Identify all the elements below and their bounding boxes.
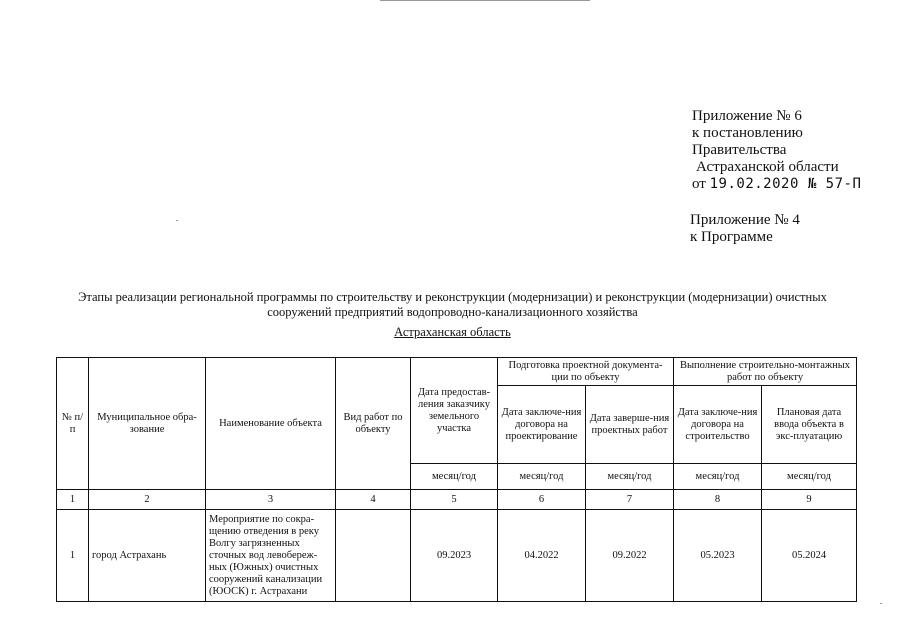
row-municipality: город Астрахань: [89, 510, 206, 602]
unit-cell: месяц/год: [411, 464, 498, 490]
header-object-name: Наименование объекта: [206, 358, 336, 490]
column-number: 6: [498, 490, 586, 510]
annex-6-block: [692, 108, 861, 193]
annex-6-date-stamp: 19.02.2020 № 57-П: [709, 176, 862, 192]
header-construction-group: Выполнение строительно-монтажных работ по объекту: [674, 358, 857, 386]
row-number: 1: [57, 510, 89, 602]
column-number: 1: [57, 490, 89, 510]
header-work-type: Вид работ по объекту: [336, 358, 411, 490]
header-number: № п/п: [57, 358, 89, 490]
column-number: 9: [762, 490, 857, 510]
annex-6-line-2: к постановлению: [692, 125, 803, 141]
annex-4-line-2: к Программе: [690, 229, 773, 245]
column-number: 7: [586, 490, 674, 510]
annex-6-line-3: Правительства: [692, 142, 787, 158]
annex-4-block: [690, 212, 800, 246]
row-land-date: 09.2023: [411, 510, 498, 602]
document-title-line-1: Этапы реализации региональной программы по строительству и реконструкции (модернизации) и реконструкции (модернизации) очистных: [78, 290, 827, 304]
column-number: 5: [411, 490, 498, 510]
row-work-type: [336, 510, 411, 602]
unit-cell: месяц/год: [498, 464, 586, 490]
scan-speck: [880, 603, 882, 604]
stages-table: [56, 357, 857, 602]
unit-cell: месяц/год: [586, 464, 674, 490]
document-title-line-2: сооружений предприятий водопроводно-канализационного хозяйства: [267, 305, 638, 319]
row-object-name: Мероприятие по сокра-щению отведения в реку Волгу загрязненных сточных вод левобереж-ных (Южных) очистных сооружений канализации (ЮОСК) г. Астрахани: [206, 510, 336, 602]
header-municipality: Муниципальное обра-зование: [89, 358, 206, 490]
column-number: 3: [206, 490, 336, 510]
header-design-contract-date: Дата заключе-ния договора на проектирование: [498, 386, 586, 464]
table-row: [57, 510, 857, 602]
header-design-completion-date: Дата заверше-ния проектных работ: [586, 386, 674, 464]
annex-6-title: Приложение № 6: [692, 108, 802, 124]
annex-6-date-line: [692, 176, 861, 193]
column-number: 8: [674, 490, 762, 510]
region-name: Астраханская область: [394, 325, 511, 339]
row-design-completion-date: 09.2022: [586, 510, 674, 602]
annex-6-date-prefix: от: [692, 176, 710, 192]
column-number: 2: [89, 490, 206, 510]
unit-cell: месяц/год: [762, 464, 857, 490]
annex-4-title: Приложение № 4: [690, 212, 800, 228]
header-construction-contract-date: Дата заключе-ния договора на строительство: [674, 386, 762, 464]
row-construction-contract-date: 05.2023: [674, 510, 762, 602]
column-number: 4: [336, 490, 411, 510]
annex-6-line-4: Астраханской области: [696, 159, 839, 175]
row-commissioning-date: 05.2024: [762, 510, 857, 602]
document-title: [30, 290, 875, 320]
top-scan-line: [380, 0, 590, 2]
unit-cell: месяц/год: [674, 464, 762, 490]
row-design-contract-date: 04.2022: [498, 510, 586, 602]
header-land-date: Дата предостав-ления заказчику земельного участка: [411, 358, 498, 464]
header-commissioning-date: Плановая дата ввода объекта в экс-плуатацию: [762, 386, 857, 464]
scan-speck: [176, 220, 178, 221]
header-design-group: Подготовка проектной документа-ции по объекту: [498, 358, 674, 386]
